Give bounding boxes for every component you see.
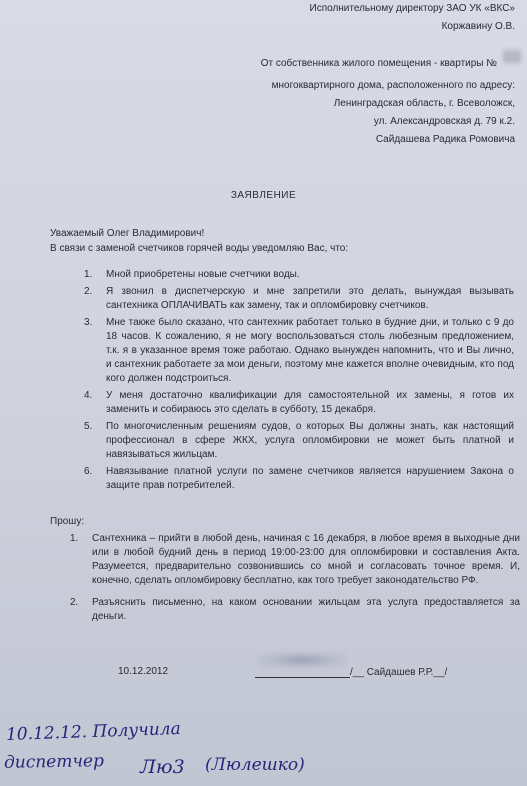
signer-name: Сайдашев Р.Р. (366, 667, 434, 678)
handwritten-signature: Лю3 (140, 756, 185, 778)
handwritten-dispatcher-name: (Люлешко) (205, 755, 305, 775)
sender-block (272, 79, 515, 147)
list-item: 1. Мной приобретены новые счетчики воды. (84, 269, 300, 280)
signature-line (255, 666, 447, 678)
list-item: 1. Сантехника – прийти в любой день, начиная с 16 декабря, в любое время в выходные дни или в любой будний день в период 19:00-23:00 для опломбировки и составления Акта. Разумеется, предварительно созвонившись со мной и согласовать точное время. И, конечно, сделать опломбировку бесплатно, как того требует законодательство РФ. (70, 533, 520, 586)
greeting: Уважаемый Олег Владимирович! (50, 228, 205, 239)
addressee-line-1: Исполнительному директору ЗАО УК «ВКС» (309, 3, 515, 14)
request-label: Прошу: (50, 516, 85, 527)
signature-blank (255, 666, 350, 678)
handwritten-receipt-line-2: диспетчер (3, 751, 105, 773)
sender-line-3: Ленинградская область, г. Всеволожск, (333, 98, 515, 109)
list-item: 6. Навязывание платной услуги по замене счетчиков является нарушением Закона о защите прав потребителей. (84, 466, 514, 491)
document-title: ЗАЯВЛЕНИЕ (230, 190, 297, 201)
redacted-apartment-number (503, 50, 521, 63)
signature-separator: /__ (350, 667, 364, 678)
list-item: 5. По многочисленным решениям судов, о которых Вы должны знать, как настоящий профессионал в сфере ЖКХ, услуга опломбировки не может быть платной и навязываться жильцам. (84, 421, 514, 460)
addressee-block (310, 2, 516, 34)
handwritten-receipt-line-1: 10.12.12. Получила (5, 718, 182, 746)
signature-end: __/ (433, 667, 448, 678)
sender-line-5: Сайдашева Радика Ромовича (375, 134, 515, 145)
sender-line-2: многоквартирного дома, расположенного по адресу: (271, 80, 515, 91)
statements-list (84, 268, 514, 496)
list-item: 2. Разъяснить письменно, на каком основании жильцам эта услуга предоставляется за деньги. (70, 597, 520, 622)
intro-text: В связи с заменой счетчиков горячей воды уведомляю Вас, что: (50, 243, 349, 254)
list-item: 4. У меня достаточно квалификации для самостоятельной их замены, я готов их заменить и собираюсь это сделать в субботу, 15 декабря. (84, 390, 514, 415)
addressee-line-2: Коржавину О.В. (441, 21, 515, 32)
document-date: 10.12.2012 (118, 666, 169, 677)
sender-line-4: ул. Александровская д. 79 к.2. (373, 116, 515, 127)
list-item: 2. Я звонил в диспетчерскую и мне запретили это делать, вынуждая вызывать сантехника ОПЛАЧИВАТЬ как замену, так и опломбировку счетчиков. (84, 286, 514, 311)
requests-list (70, 532, 520, 627)
sender-line-1: От собственника жилого помещения - квартиры № (260, 58, 497, 69)
list-item: 3. Мне также было сказано, что сантехник работает только в будние дни, и только с 9 до 18 часов. К сожалению, я не могу воспользоваться столь любезным предложением, т.к. я в указанное время тоже работаю. Однако вынужден напомнить, что и Вы лично, и сантехник работаете за мои деньги, поэтому мне кажется вполне очевидным, кто под кого должен подстроиться. (84, 317, 514, 384)
signature-blurred (257, 652, 347, 668)
